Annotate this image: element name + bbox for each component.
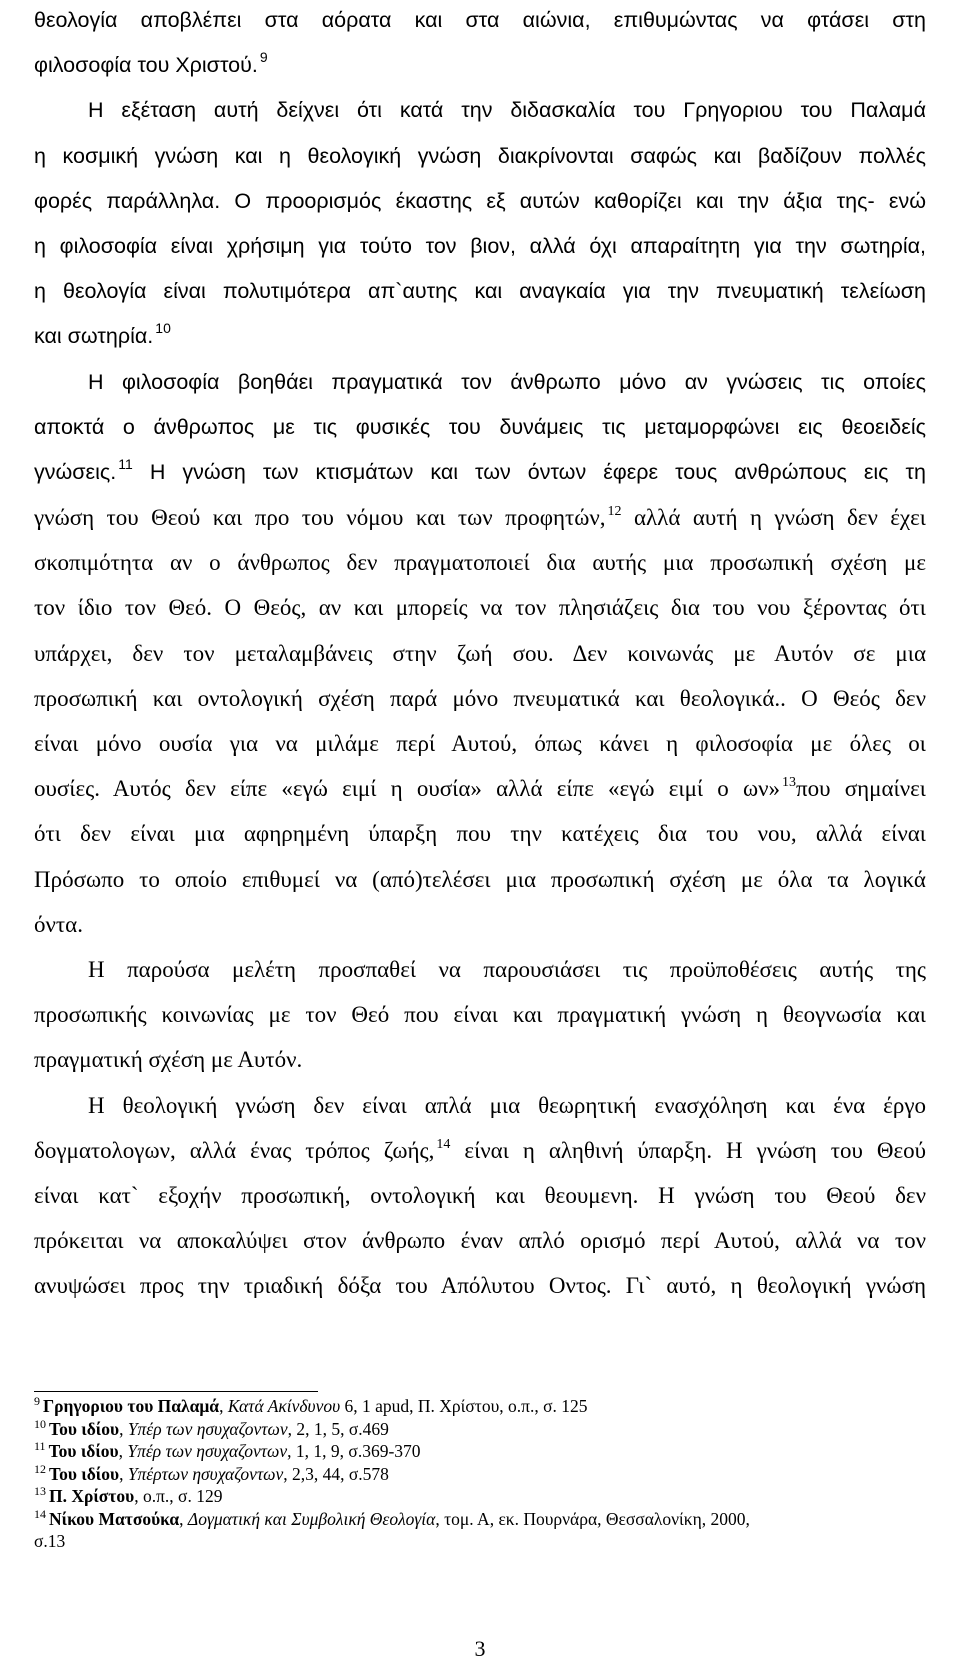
text-line xyxy=(34,1083,926,1128)
footnote-author: Γρηγοριου του Παλαμά xyxy=(43,1396,220,1416)
text-span: προσωπική και οντολογική σχέση παρά μόνο πνευματικά και θεολογικά.. Ο Θεός δεν xyxy=(34,685,926,711)
text-span: είναι μόνο ουσία για να μιλάμε περί Αυτού, όπως κάνει η φιλοσοφία με όλες οι xyxy=(34,731,926,756)
text-span: Η παρούσα μελέτη προσπαθεί να παρουσιάσει τις προϋποθέσεις αυτής της xyxy=(88,956,926,982)
footnote xyxy=(34,1418,926,1441)
text-line xyxy=(34,992,926,1037)
text-span: είναι η αληθινή ύπαρξη. Η γνώση του Θεού xyxy=(464,1137,926,1163)
text-line xyxy=(34,721,926,766)
footnote-rest: , 2, 1, 5, σ.469 xyxy=(287,1418,389,1439)
text-span: που σημαίνει xyxy=(796,776,926,802)
text-span: σκοπιμότητα αν ο άνθρωπος δεν πραγματοποιεί δια αυτής μια προσωπική σχέση με xyxy=(34,550,926,576)
text-span: αποκτά ο άνθρωπος με τις φυσικές του δυνάμεις τις μεταμορφώνει εις θεοειδείς xyxy=(34,414,926,439)
text-span: η θεολογία είναι πολυτιμότερα απ`αυτης και αναγκαία για την πνευματική τελείωση xyxy=(34,279,926,304)
footnote-title: Υπέρτων ησυχαζοντων xyxy=(127,1463,284,1484)
footnote-number: 12 xyxy=(34,1461,46,1476)
footnote-separator-text: , xyxy=(179,1508,188,1529)
text-line xyxy=(34,585,926,630)
text-line xyxy=(34,1037,926,1082)
text-span: η κοσμική γνώση και η θεολογική γνώση διακρίνονται σαφώς και βαδίζουν πολλές xyxy=(34,143,926,168)
text-span: πρόκειται να αποκαλύψει στον άνθρωπο έναν απλό ορισμό περί Αυτού, αλλά να τον xyxy=(34,1228,926,1254)
footnote-title: Κατά Ακίνδυνου xyxy=(227,1396,341,1416)
footnote xyxy=(34,1395,926,1418)
text-line xyxy=(34,88,926,133)
footnote-number: 14 xyxy=(34,1506,46,1521)
footnote-ref: 14 xyxy=(436,1136,451,1152)
footnote-title: Υπέρ των ησυχαζοντων xyxy=(127,1418,288,1439)
footnote-author: Νίκου Ματσούκα xyxy=(49,1508,180,1529)
body-text xyxy=(34,0,926,1308)
footnote-number: 9 xyxy=(34,1394,40,1408)
footnote-separator-text: , xyxy=(119,1463,128,1484)
text-span: Η φιλοσοφία βοηθάει πραγματικά τον άνθρωπο μόνο αν γνώσεις τις οποίες xyxy=(88,369,926,394)
text-span: φορές παράλληλα. Ο προορισμός έκαστης εξ αυτών καθορίζει και την άξια της- ενώ xyxy=(34,188,926,213)
footnote-author: Του ιδίου xyxy=(49,1463,120,1484)
text-line xyxy=(34,269,926,314)
text-span: όντα. xyxy=(34,911,83,937)
footnote-author: Του ιδίου xyxy=(49,1418,120,1439)
footnote-separator xyxy=(34,1391,318,1392)
footnote-separator-text: , xyxy=(119,1418,128,1439)
text-span: αλλά αυτή η γνώση δεν έχει xyxy=(633,505,926,531)
footnote-number: 13 xyxy=(34,1484,46,1498)
text-span: θεολογία αποβλέπει στα αόρατα και στα αιώνια, επιθυμώντας να φτάσει στη xyxy=(34,8,926,32)
text-span: Η εξέταση αυτή δείχνει ότι κατά την διδασκαλία του Γρηγοριου του Παλαμά xyxy=(88,98,926,123)
text-line xyxy=(34,811,926,856)
footnote-ref: 12 xyxy=(607,504,622,520)
text-line xyxy=(34,43,926,88)
text-span: πραγματική σχέση με Αυτόν. xyxy=(34,1047,303,1073)
footnote-title: Δογματική και Συμβολική Θεολογία xyxy=(187,1508,436,1529)
text-span: ουσίες. Αυτός δεν είπε «εγώ ειμί η ουσία» αλλά είπε «εγώ ειμί ο ων» xyxy=(34,776,781,802)
footnote-number: 11 xyxy=(34,1439,46,1453)
footnote xyxy=(34,1440,926,1463)
text-span: είναι κατ` εξοχήν προσωπική, οντολογική και θεουμενη. Η γνώση του Θεού δεν xyxy=(34,1182,926,1208)
footnote-separator-text: , xyxy=(219,1396,228,1416)
text-span: ότι δεν είναι μια αφηρημένη ύπαρξη που την κατέχεις δια του νου, αλλά είναι xyxy=(34,821,926,847)
footnote-ref: 10 xyxy=(155,320,171,337)
footnote xyxy=(34,1485,926,1508)
text-line xyxy=(34,540,926,585)
text-line xyxy=(34,314,926,359)
footnote xyxy=(34,1508,926,1531)
text-span: δογματολογων, αλλά ένας τρόπος ζωής, xyxy=(34,1137,435,1163)
footnote-ref: 9 xyxy=(259,49,268,66)
footnote-separator-text: , xyxy=(118,1441,128,1461)
footnote-rest: ο.π., σ. 129 xyxy=(142,1486,223,1506)
text-line xyxy=(34,360,926,405)
text-line xyxy=(34,631,926,676)
text-span: η φιλοσοφία είναι χρήσιμη για τούτο τον βιον, αλλά όχι απαραίτητη για την σωτηρία, xyxy=(34,233,926,258)
text-span: γνώση του Θεού και προ του νόμου και των προφητών, xyxy=(34,505,606,531)
footnote-number: 10 xyxy=(34,1416,46,1431)
footnote-separator-text: , xyxy=(134,1486,143,1506)
text-line xyxy=(34,495,926,540)
text-line xyxy=(34,1263,926,1308)
text-span: και σωτηρία. xyxy=(34,324,154,349)
text-line xyxy=(34,405,926,450)
text-span: Πρόσωπο το οποίο επιθυμεί να (από)τελέσει μια προσωπική σχέση με όλα τα λογικά xyxy=(34,866,926,892)
text-line xyxy=(34,676,926,721)
footnote xyxy=(34,1463,926,1486)
footnote-title: Υπέρ των ησυχαζοντων xyxy=(127,1441,288,1461)
text-line xyxy=(34,902,926,947)
footnote-ref: 13 xyxy=(782,775,797,791)
footnote-author: Του ιδίου xyxy=(48,1441,119,1461)
text-line xyxy=(34,1218,926,1263)
footnote-tail: σ.13 xyxy=(34,1531,66,1551)
page-number: 3 xyxy=(474,1636,486,1661)
footnotes xyxy=(34,1395,926,1553)
footnote-ref: 11 xyxy=(118,455,133,472)
text-line xyxy=(34,0,926,43)
footnote-continuation xyxy=(34,1530,926,1553)
text-span: Η γνώση των κτισμάτων και των όντων έφερε τους ανθρώπους εις τη xyxy=(149,459,926,484)
text-line xyxy=(34,1128,926,1173)
text-line xyxy=(34,857,926,902)
footnote-rest: , 2,3, 44, σ.578 xyxy=(283,1463,389,1484)
text-span: υπάρχει, δεν τον μεταλαμβάνεις στην ζωή σου. Δεν κοινωνάς με Αυτόν σε μια xyxy=(34,640,926,666)
text-line xyxy=(34,947,926,992)
text-span: τον ίδιο τον Θεό. Ο Θεός, αν και μπορείς να τον πλησιάζεις δια του νου ξέροντας ότι xyxy=(34,595,926,621)
footnote-author: Π. Χρίστου xyxy=(49,1486,135,1506)
text-span: γνώσεις. xyxy=(34,459,117,484)
text-span: ανυψώσει προς την τριαδική δόξα του Απόλυτου Οντος. Γι` αυτό, η θεολογική γνώση xyxy=(34,1273,926,1299)
text-line xyxy=(34,450,926,495)
text-line xyxy=(34,224,926,269)
text-span: προσωπικής κοινωνίας με τον Θεό που είναι και πραγματική γνώση η θεογνωσία και xyxy=(34,1002,926,1028)
text-line xyxy=(34,134,926,179)
text-span: φιλοσοφία του Χριστού. xyxy=(34,53,258,78)
footnote-rest: 6, 1 apud, Π. Χρίστου, ο.π., σ. 125 xyxy=(340,1396,588,1416)
text-line xyxy=(34,766,926,811)
footnote-rest: , τομ. Α, εκ. Πουρνάρα, Θεσσαλονίκη, 2000, xyxy=(435,1508,750,1529)
text-line xyxy=(34,1173,926,1218)
text-line xyxy=(34,179,926,224)
footnote-rest: , 1, 1, 9, σ.369-370 xyxy=(287,1441,421,1461)
text-span: Η θεολογική γνώση δεν είναι απλά μια θεωρητική ενασχόληση και ένα έργο xyxy=(88,1092,926,1118)
